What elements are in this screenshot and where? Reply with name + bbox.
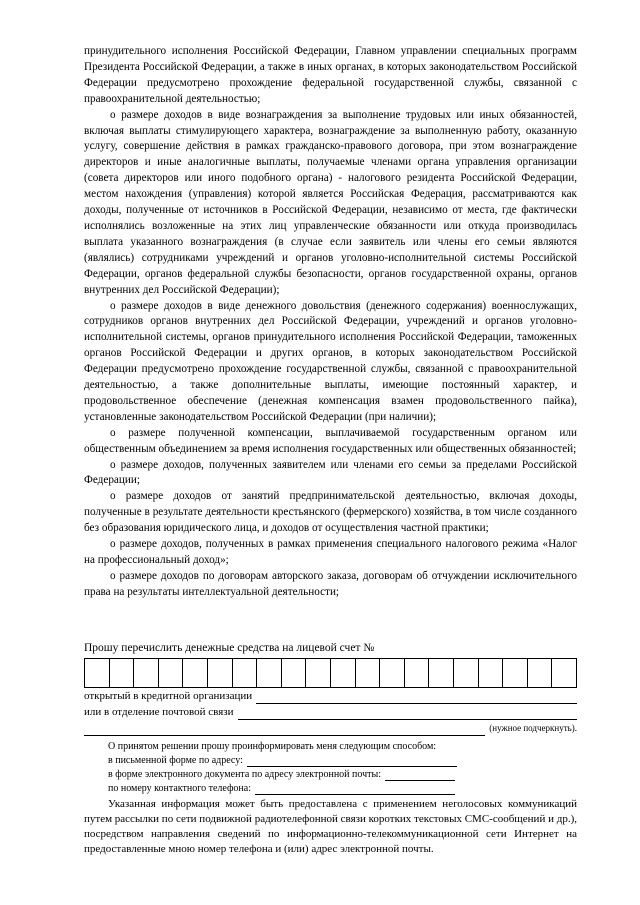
account-label: Прошу перечислить денежные средства на лицевой счет № (84, 641, 375, 654)
account-digit-cell[interactable] (331, 659, 356, 687)
list-item (84, 108, 577, 299)
account-digit-cell[interactable] (405, 659, 430, 687)
underline-note: (нужное подчеркнуть). (489, 722, 577, 733)
notify-option-mail (84, 754, 577, 767)
underline-row (84, 721, 577, 736)
list-item-text: о размере доходов по договорам авторского заказа, договорам об отчуждении исключительного права на результаты интеллектуальной деятельности; (84, 569, 577, 598)
account-digit-cell[interactable] (85, 659, 110, 687)
list-item (84, 426, 577, 458)
account-digit-cell[interactable] (208, 659, 233, 687)
account-digit-cell[interactable] (356, 659, 381, 687)
account-digit-cell[interactable] (233, 659, 258, 687)
account-digit-cell[interactable] (306, 659, 331, 687)
post-row (84, 705, 577, 720)
notify-option-phone-label: по номеру контактного телефона: (108, 782, 251, 794)
account-digit-cell[interactable] (159, 659, 184, 687)
notify-option-email-label: в форме электронного документа по адресу электронной почты: (108, 768, 382, 780)
notify-option-phone (84, 782, 577, 795)
list-item (84, 569, 577, 601)
post-label: или в отделение почтовой связи (84, 705, 234, 718)
list-item (84, 458, 577, 490)
mail-address-field[interactable] (247, 754, 457, 767)
list-item-text: о размере доходов, полученных заявителем или членами его семьи за пределами Российской Федерации; (84, 458, 577, 487)
extra-field[interactable] (84, 723, 485, 736)
paragraph-text: принудительного исполнения Российской Федерации, Главном управлении специальных программ Президента Российской Федерации, а также в иных органах, в которых законодательством Российской Федерации предусмотрено прохождение федеральной государственной службы, связанной с правоохранительной деятельностью; (84, 45, 577, 105)
list-item-text: о размере доходов от занятий предпринимательской деятельностью, включая доходы, полученные в результате деятельности крестьянского (фермерского) хозяйства, в том числе созданного без образования юридического лица, и доходов от осуществления частной практики; (84, 490, 577, 535)
account-digit-cell[interactable] (503, 659, 528, 687)
disclaimer: Указанная информация может быть предоставлена с применением неголосовых коммуникаций путем рассылки по сети подвижной радиотелефонной связи коротких текстовых СМС-сообщений и др.), посредством направления сведений по информационно-телекоммуникационной сети Интернет на предоставленные мною номер телефона и (или) адрес электронной почты. (84, 797, 577, 855)
notify-intro-text: О принятом решении прошу проинформировать меня следующим способом: (108, 740, 437, 752)
list-item (84, 489, 577, 537)
account-digit-cell[interactable] (134, 659, 159, 687)
bank-field[interactable] (256, 691, 577, 704)
list-item-text: о размере доходов, полученных в рамках применения специального налогового режима «Налог на профессиональный доход»; (84, 538, 577, 566)
account-digit-cell[interactable] (479, 659, 504, 687)
email-field[interactable] (385, 768, 455, 781)
bank-row (84, 689, 577, 704)
paragraph-continuation (84, 44, 577, 108)
notify-intro (84, 740, 577, 753)
list-item-text: о размере доходов в виде вознаграждения за выполнение трудовых или иных обязанностей, включая выплаты стимулирующего характера, вознаграждение за выполненную работу, оказанную услугу, совершение действия в рамках гражданско-правового договора, при этом вознаграждение директоров и иные аналогичные выплаты, получаемые членами органа управления организации (совета директоров или иного подобного органа) - налогового резидента Российской Федерации, местом нахождения (управления) которой является Российская Федерация, рассматриваются как доходы, полученные от источников в Российской Федерации, независимо от места, где фактически исполнялись возложенные на этих лиц управленческие обязанности или откуда производилась выплата указанного вознаграждения (в случае если заявитель или члены его семьи являются (являлись) сотрудниками учреждений и органов уголовно-исполнительной системы Российской Федерации, органов федеральной службы безопасности, органов государственной охраны, органов внутренних дел Российской Федерации); (84, 108, 577, 296)
phone-field[interactable] (255, 782, 455, 795)
bank-label: открытый в кредитной организации (84, 689, 253, 702)
account-number-grid[interactable] (84, 658, 577, 688)
account-digit-cell[interactable] (282, 659, 307, 687)
account-digit-cell[interactable] (552, 659, 576, 687)
account-digit-cell[interactable] (454, 659, 479, 687)
account-digit-cell[interactable] (183, 659, 208, 687)
notify-option-mail-label: в письменной форме по адресу: (108, 754, 243, 766)
list-item (84, 537, 577, 569)
account-digit-cell[interactable] (257, 659, 282, 687)
account-digit-cell[interactable] (110, 659, 135, 687)
document-body (84, 44, 577, 857)
account-digit-cell[interactable] (528, 659, 553, 687)
post-field[interactable] (238, 707, 577, 720)
list-item-text: о размере доходов в виде денежного довольствия (денежного содержания) военнослужащих, сотрудников органов внутренних дел Российской Федерации, учреждений и органов уголовно-исполнительной системы, органов принудительного исполнения Российской Федерации, таможенных органов Российской Федерации и других органов, в которых законодательством Российской Федерации предусмотрено прохождение государственной службы, связанной с правоохранительной деятельностью, а также дополнительные выплаты, имеющие постоянный характер, и продовольственное обеспечение (денежная компенсация взамен продовольственного пайка), установленные законодательством Российской Федерации (при наличии); (84, 299, 577, 423)
notify-option-email (84, 768, 577, 781)
account-digit-cell[interactable] (429, 659, 454, 687)
list-item-text: о размере полученной компенсации, выплачиваемой государственным органом или общественным объединением за время исполнения государственных или общественных обязанностей; (84, 426, 577, 455)
account-digit-cell[interactable] (380, 659, 405, 687)
list-item (84, 299, 577, 426)
